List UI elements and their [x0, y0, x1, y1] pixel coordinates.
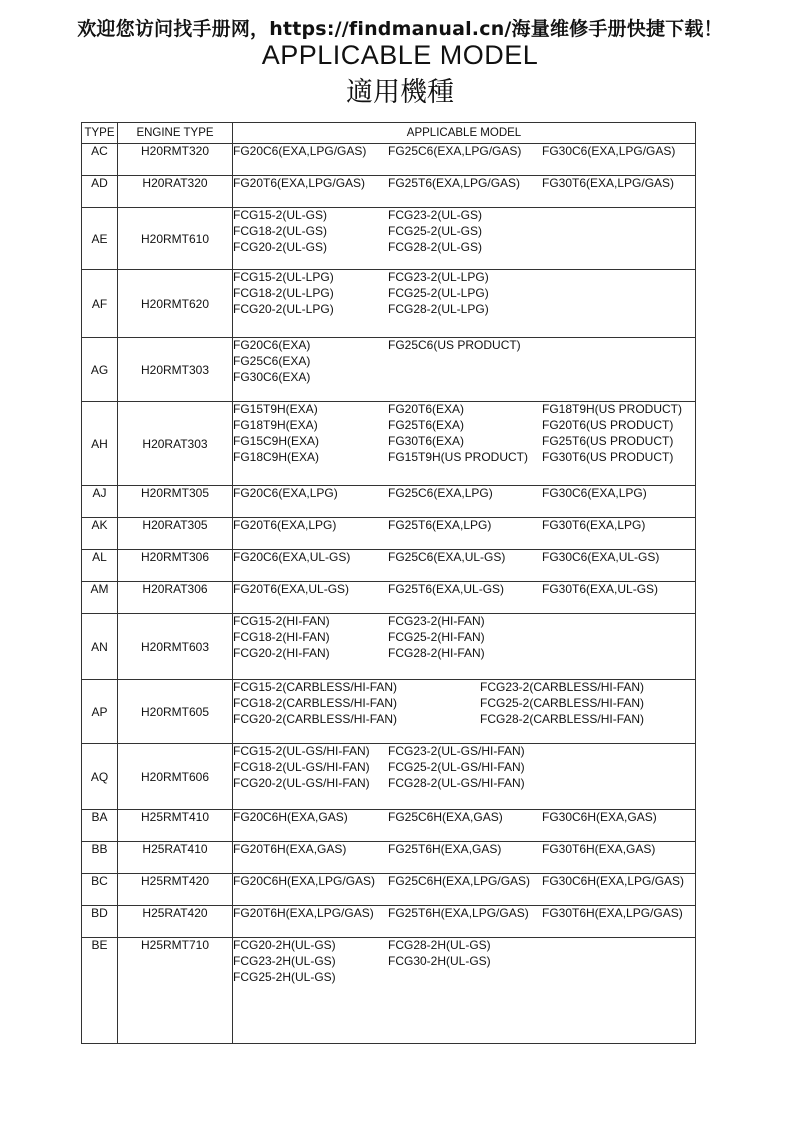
engine-type: H20RMT303 — [118, 338, 233, 402]
model-name: FG30C6(EXA) — [233, 370, 311, 384]
engine-type: H20RAT320 — [118, 176, 233, 208]
type-code: BE — [82, 938, 118, 1044]
table-row — [82, 582, 696, 614]
table-row — [82, 680, 696, 744]
model-name: FG15C9H(EXA) — [233, 434, 320, 448]
engine-type: H25RAT410 — [118, 842, 233, 874]
table-row — [82, 744, 696, 810]
model-name: FG20T6H(EXA,GAS) — [233, 842, 347, 856]
type-code: AP — [82, 680, 118, 744]
model-name: FG20C6(EXA,UL-GS) — [233, 550, 351, 564]
model-name: FG20T6(EXA,LPG) — [233, 518, 337, 532]
table-row — [82, 208, 696, 270]
model-name: FG15T9H(EXA) — [233, 402, 318, 416]
table-row — [82, 144, 696, 176]
model-name: FCG18-2(UL-GS) — [233, 224, 328, 238]
model-name: FG30T6(EXA) — [388, 434, 465, 448]
model-name: FG25T6(EXA,UL-GS) — [388, 582, 505, 596]
engine-type: H25RMT410 — [118, 810, 233, 842]
model-name: FCG15-2(UL-GS) — [233, 208, 328, 222]
applicable-models-cell — [233, 208, 696, 270]
type-code: AH — [82, 402, 118, 486]
engine-type: H20RMT306 — [118, 550, 233, 582]
model-name: FG20T6(EXA,LPG/GAS) — [233, 176, 366, 190]
type-code: AE — [82, 208, 118, 270]
table-row — [82, 874, 696, 906]
model-name: FCG23-2(UL-GS) — [388, 208, 483, 222]
table-row — [82, 614, 696, 680]
model-name: FCG15-2(UL-LPG) — [233, 270, 334, 284]
model-name: FG15T9H(US PRODUCT) — [388, 450, 529, 464]
model-name: FG30C6H(EXA,GAS) — [542, 810, 657, 824]
model-name: FG20T6H(EXA,LPG/GAS) — [233, 906, 374, 920]
model-name: FG20T6(EXA,UL-GS) — [233, 582, 350, 596]
table-body — [82, 144, 696, 1044]
model-name: FG25C6(US PRODUCT) — [388, 338, 521, 352]
model-name: FG30C6H(EXA,LPG/GAS) — [542, 874, 685, 888]
applicable-models-cell — [233, 614, 696, 680]
model-name: FG30C6(EXA,UL-GS) — [542, 550, 660, 564]
model-name: FCG25-2(CARBLESS/HI-FAN) — [480, 696, 645, 710]
applicable-models-cell — [233, 144, 696, 176]
engine-type: H20RMT305 — [118, 486, 233, 518]
model-name: FG30C6(EXA,LPG) — [542, 486, 647, 500]
model-name: FG25C6(EXA) — [233, 354, 311, 368]
applicable-model-table — [81, 122, 696, 1044]
model-name: FG25C6H(EXA,GAS) — [388, 810, 503, 824]
model-name — [388, 970, 688, 985]
table-row — [82, 842, 696, 874]
model-name: FCG20-2(CARBLESS/HI-FAN) — [233, 712, 398, 726]
type-code: AF — [82, 270, 118, 338]
applicable-models-cell — [233, 582, 696, 614]
header-applicable-model: APPLICABLE MODEL — [233, 123, 696, 144]
table-row — [82, 810, 696, 842]
type-code: BB — [82, 842, 118, 874]
model-name: FCG20-2(HI-FAN) — [233, 646, 330, 660]
engine-type: H20RMT610 — [118, 208, 233, 270]
applicable-models-cell — [233, 744, 696, 810]
table-row — [82, 338, 696, 402]
model-name: FCG25-2(UL-LPG) — [388, 286, 489, 300]
model-name: FCG15-2(UL-GS/HI-FAN) — [233, 744, 370, 758]
table-row — [82, 270, 696, 338]
model-name: FCG23-2(UL-GS/HI-FAN) — [388, 744, 525, 758]
model-name: FG20T6(US PRODUCT) — [542, 418, 674, 432]
model-name: FCG15-2(HI-FAN) — [233, 614, 330, 628]
engine-type: H20RAT306 — [118, 582, 233, 614]
applicable-models-cell — [233, 680, 696, 744]
model-name: FG20C6(EXA,LPG) — [233, 486, 338, 500]
model-name: FCG20-2(UL-GS/HI-FAN) — [233, 776, 370, 790]
model-name: FG30T6H(EXA,GAS) — [542, 842, 656, 856]
table-row — [82, 518, 696, 550]
model-name: FG25C6(EXA,LPG) — [388, 486, 493, 500]
model-name: FG18T9H(EXA) — [233, 418, 318, 432]
engine-type: H20RMT606 — [118, 744, 233, 810]
model-name: FG20C6(EXA,LPG/GAS) — [233, 144, 367, 158]
model-name: FG20T6(EXA) — [388, 402, 465, 416]
model-name: FCG28-2(HI-FAN) — [388, 646, 485, 660]
table-row — [82, 486, 696, 518]
model-name: FCG28-2(UL-LPG) — [388, 302, 489, 316]
model-name: FCG23-2(CARBLESS/HI-FAN) — [480, 680, 645, 694]
applicable-models-cell — [233, 874, 696, 906]
model-name: FG25T6(EXA,LPG/GAS) — [388, 176, 521, 190]
model-name: FCG25-2(UL-GS) — [388, 224, 483, 238]
model-name: FCG20-2(UL-GS) — [233, 240, 328, 254]
model-name: FG18C9H(EXA) — [233, 450, 320, 464]
model-name: FCG28-2H(UL-GS) — [388, 938, 491, 952]
applicable-models-cell — [233, 842, 696, 874]
model-name: FCG23-2(UL-LPG) — [388, 270, 489, 284]
model-name: FG25C6H(EXA,LPG/GAS) — [388, 874, 531, 888]
applicable-models-cell — [233, 402, 696, 486]
engine-type: H20RMT605 — [118, 680, 233, 744]
model-name: FG25T6H(EXA,LPG/GAS) — [388, 906, 529, 920]
model-name: FCG20-2H(UL-GS) — [233, 938, 336, 952]
table-row — [82, 906, 696, 938]
model-name: FG25T6H(EXA,GAS) — [388, 842, 502, 856]
model-name: FG25C6(EXA,UL-GS) — [388, 550, 506, 564]
type-code: AJ — [82, 486, 118, 518]
type-code: BC — [82, 874, 118, 906]
model-name: FG30C6(EXA,LPG/GAS) — [542, 144, 676, 158]
type-code: AC — [82, 144, 118, 176]
engine-type: H20RMT620 — [118, 270, 233, 338]
type-code: AL — [82, 550, 118, 582]
applicable-models-cell — [233, 486, 696, 518]
model-name: FG25C6(EXA,LPG/GAS) — [388, 144, 522, 158]
engine-type: H20RMT320 — [118, 144, 233, 176]
type-code: BD — [82, 906, 118, 938]
applicable-models-cell — [233, 810, 696, 842]
table-row — [82, 402, 696, 486]
model-name: FCG15-2(CARBLESS/HI-FAN) — [233, 680, 398, 694]
model-name: FG20C6(EXA) — [233, 338, 311, 352]
type-code: AM — [82, 582, 118, 614]
model-name — [388, 354, 688, 369]
model-name: FG25T6(EXA) — [388, 418, 465, 432]
model-name: FG25T6(US PRODUCT) — [542, 434, 674, 448]
engine-type: H20RAT303 — [118, 402, 233, 486]
download-banner: 欢迎您访问找手册网，https://findmanual.cn/海量维修手册快捷下载！ — [77, 18, 723, 40]
applicable-models-cell — [233, 176, 696, 208]
model-name: FG20C6H(EXA,GAS) — [233, 810, 348, 824]
engine-type: H20RAT305 — [118, 518, 233, 550]
type-code: AK — [82, 518, 118, 550]
model-name: FG30T6(EXA,UL-GS) — [542, 582, 659, 596]
page-title: APPLICABLE MODEL — [261, 40, 539, 70]
model-name: FCG30-2H(UL-GS) — [388, 954, 491, 968]
applicable-models-cell — [233, 550, 696, 582]
table-row — [82, 550, 696, 582]
type-code: BA — [82, 810, 118, 842]
model-name: FG18T9H(US PRODUCT) — [542, 402, 683, 416]
model-name: FCG28-2(UL-GS) — [388, 240, 483, 254]
header-engine-type: ENGINE TYPE — [118, 123, 233, 144]
model-name: FCG20-2(UL-LPG) — [233, 302, 334, 316]
header-type: TYPE — [82, 123, 118, 144]
applicable-models-cell — [233, 518, 696, 550]
model-name: FG30T6(EXA,LPG) — [542, 518, 646, 532]
model-name: FG30T6(EXA,LPG/GAS) — [542, 176, 675, 190]
table-header-row — [82, 123, 696, 144]
type-code: AN — [82, 614, 118, 680]
model-name: FCG23-2H(UL-GS) — [233, 954, 336, 968]
model-name: FG30T6H(EXA,LPG/GAS) — [542, 906, 683, 920]
type-code: AD — [82, 176, 118, 208]
engine-type: H25RAT420 — [118, 906, 233, 938]
applicable-models-cell — [233, 338, 696, 402]
model-name: FG25T6(EXA,LPG) — [388, 518, 492, 532]
engine-type: H25RMT710 — [118, 938, 233, 1044]
table-row — [82, 938, 696, 1044]
type-code: AQ — [82, 744, 118, 810]
model-name: FCG28-2(UL-GS/HI-FAN) — [388, 776, 525, 790]
table-row — [82, 176, 696, 208]
model-name: FG20C6H(EXA,LPG/GAS) — [233, 874, 376, 888]
model-name: FCG18-2(CARBLESS/HI-FAN) — [233, 696, 398, 710]
model-name: FG30T6(US PRODUCT) — [542, 450, 674, 464]
page-title-chinese: 適用機種 — [346, 77, 454, 108]
model-name: FCG18-2(UL-LPG) — [233, 286, 334, 300]
model-name — [388, 370, 688, 385]
applicable-models-cell — [233, 938, 696, 1044]
model-name: FCG25-2H(UL-GS) — [233, 970, 336, 984]
type-code: AG — [82, 338, 118, 402]
engine-type: H20RMT603 — [118, 614, 233, 680]
model-name: FCG25-2(HI-FAN) — [388, 630, 485, 644]
model-name: FCG25-2(UL-GS/HI-FAN) — [388, 760, 525, 774]
applicable-models-cell — [233, 270, 696, 338]
applicable-models-cell — [233, 906, 696, 938]
model-name: FCG23-2(HI-FAN) — [388, 614, 485, 628]
engine-type: H25RMT420 — [118, 874, 233, 906]
model-name: FCG18-2(HI-FAN) — [233, 630, 330, 644]
model-name: FCG18-2(UL-GS/HI-FAN) — [233, 760, 370, 774]
model-name: FCG28-2(CARBLESS/HI-FAN) — [480, 712, 645, 726]
